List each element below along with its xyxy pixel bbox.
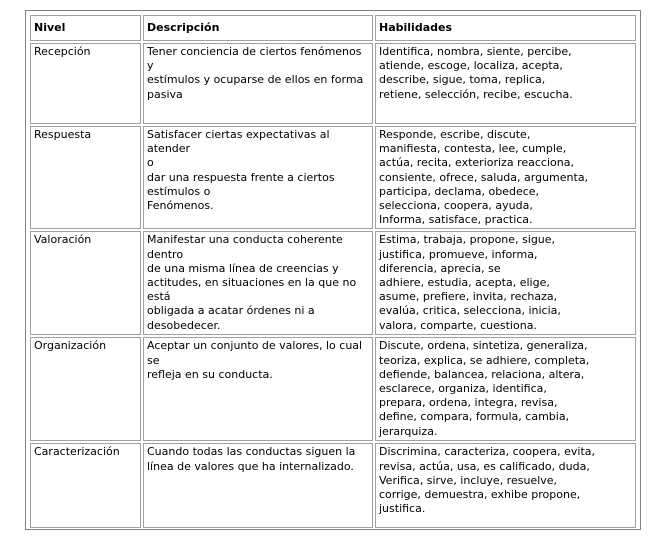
cell-descripcion — [143, 43, 373, 124]
cell-habilidades — [375, 231, 636, 335]
cell-text-line: pasiva — [147, 87, 183, 101]
header-descripcion: Descripción — [143, 15, 373, 41]
cell-text-line: Responde, escribe, discute, — [379, 128, 531, 141]
cell-text-line: está — [147, 290, 171, 304]
cell-text-line: de una misma línea de creencias y — [147, 261, 339, 275]
cell-text-line: participa, declama, obedece, — [379, 184, 540, 198]
cell-text-line: Manifestar una conducta coherente — [147, 233, 343, 247]
cell-text-line: Informa, satisface, practica. — [379, 213, 533, 227]
cell-habilidades — [375, 443, 636, 528]
cell-text-line: dentro — [147, 247, 184, 261]
cell-text-line: consiente, ofrece, saluda, argumenta, — [379, 170, 589, 184]
cell-text-line: actúa, recita, exterioriza reacciona, — [379, 156, 574, 170]
cell-nivel: Caracterización — [30, 443, 141, 528]
taxonomy-table-frame — [25, 10, 641, 530]
cell-text-line: Aceptar un conjunto de valores, lo cual se — [147, 339, 363, 367]
table-row — [30, 337, 636, 441]
cell-text-line: justifica, promueve, informa, — [379, 247, 538, 261]
cell-text-line: Satisfacer ciertas expectativas al atender — [147, 128, 330, 156]
cell-text-line: Discute, ordena, sintetiza, generaliza, — [379, 339, 588, 353]
cell-text-line: jerarquiza. — [379, 424, 438, 438]
cell-text-line: dar una respuesta frente a ciertos — [147, 170, 335, 184]
cell-text-line: revisa, actúa, usa, es calificado, duda, — [379, 459, 590, 473]
cell-text-line: estímulos o — [147, 184, 211, 198]
cell-text-line: teoriza, explica, se adhiere, completa, — [379, 353, 590, 367]
cell-text-line: Verifica, sirve, incluye, resuelve, — [379, 473, 558, 487]
cell-nivel: Organización — [30, 337, 141, 441]
table-header-row — [30, 15, 636, 41]
cell-text-line: describe, sigue, toma, replica, — [379, 73, 546, 87]
header-nivel: Nivel — [30, 15, 141, 41]
cell-text-line: Identifica, nombra, siente, percibe, — [379, 45, 572, 58]
cell-habilidades — [375, 337, 636, 441]
cell-text-line: valora, comparte, cuestiona. — [379, 318, 537, 332]
table-row — [30, 126, 636, 229]
cell-descripcion — [143, 231, 373, 335]
cell-text-line: prepara, ordena, integra, revisa, — [379, 396, 558, 410]
cell-nivel: Valoración — [30, 231, 141, 335]
cell-text-line: manifiesta, contesta, lee, cumple, — [379, 142, 567, 156]
cell-text-line: selecciona, coopera, ayuda, — [379, 199, 533, 213]
cell-nivel: Respuesta — [30, 126, 141, 229]
cell-text-line: esclarece, organiza, identifica, — [379, 382, 547, 396]
cell-text-line: Fenómenos. — [147, 199, 214, 213]
header-habilidades: Habilidades — [375, 15, 636, 41]
cell-descripcion — [143, 443, 373, 528]
cell-habilidades — [375, 43, 636, 124]
cell-descripcion — [143, 126, 373, 229]
cell-text-line: define, compara, formula, cambia, — [379, 410, 570, 424]
table-row — [30, 231, 636, 335]
cell-text-line: evalúa, critica, selecciona, inicia, — [379, 304, 561, 318]
cell-text-line: asume, prefiere, invita, rechaza, — [379, 290, 558, 304]
cell-habilidades — [375, 126, 636, 229]
cell-text-line: Discrimina, caracteriza, coopera, evita, — [379, 445, 596, 459]
table-row — [30, 43, 636, 124]
cell-text-line: obligada a acatar órdenes ni a — [147, 304, 315, 318]
cell-text-line: Estima, trabaja, propone, sigue, — [379, 233, 556, 247]
cell-text-line: Cuando todas las conductas siguen la — [147, 445, 356, 459]
cell-text-line: estímulos y ocuparse de ellos en forma — [147, 73, 364, 87]
table-row — [30, 443, 636, 528]
cell-descripcion — [143, 337, 373, 441]
cell-text-line: línea de valores que ha internalizado. — [147, 459, 354, 473]
cell-text-line: o — [147, 156, 154, 170]
cell-nivel: Recepción — [30, 43, 141, 124]
cell-text-line: defiende, balancea, relaciona, altera, — [379, 367, 585, 381]
cell-text-line: refleja en su conducta. — [147, 367, 273, 381]
cell-text-line: adhiere, estudia, acepta, elige, — [379, 276, 550, 290]
cell-text-line: desobedecer. — [147, 318, 221, 332]
cell-text-line: actitudes, en situaciones en la que no — [147, 276, 357, 290]
taxonomy-table — [28, 13, 638, 530]
cell-text-line: Tener conciencia de ciertos fenómenos y — [147, 45, 362, 73]
cell-text-line: atiende, escoge, localiza, acepta, — [379, 59, 563, 73]
cell-text-line: corrige, demuestra, exhibe propone, — [379, 488, 581, 502]
cell-text-line: diferencia, aprecia, se — [379, 261, 501, 275]
cell-text-line: retiene, selección, recibe, escucha. — [379, 87, 573, 101]
cell-text-line: justifica. — [379, 502, 426, 516]
